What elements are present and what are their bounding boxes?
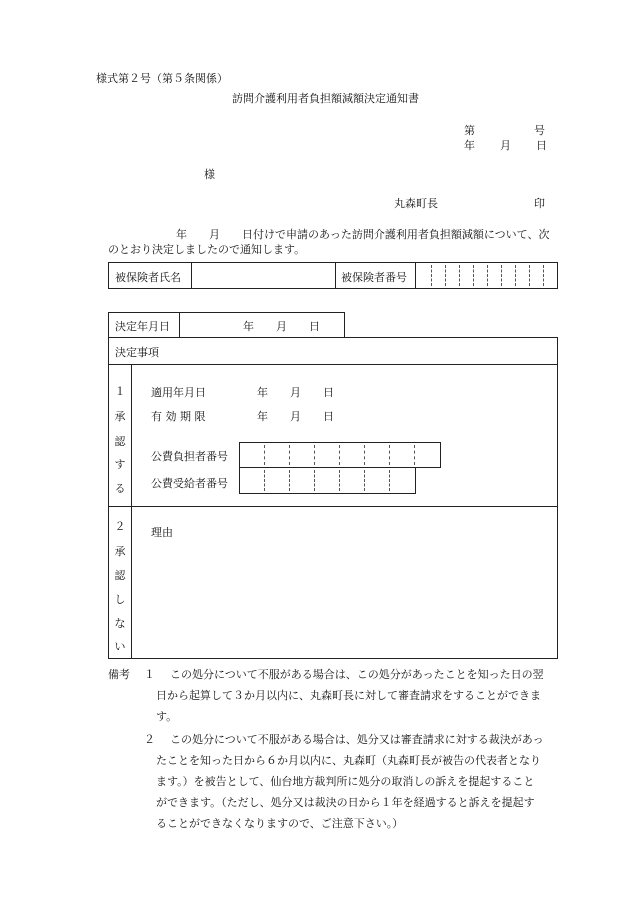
apply-date-value: 年 月 日 [257, 386, 334, 399]
reason-label: 理由 [151, 526, 173, 539]
recipient-number-label: 公費受給者番号 [151, 477, 228, 490]
decision-date-box [108, 312, 345, 338]
deny-char-1: ２ [114, 520, 126, 533]
approve-char-2: 承 [114, 410, 126, 423]
approve-char-4: す [114, 458, 126, 471]
deny-char-2: 承 [114, 545, 126, 558]
decision-date-value: 年 月 日 [243, 320, 320, 333]
form-label: 様式第２号（第５条関係） [96, 72, 228, 85]
insured-number-label: 被保険者番号 [341, 271, 407, 284]
deny-char-4: し [114, 593, 126, 606]
note-2-line-1: この処分について不服がある場合は、処分又は審査請求に対する裁決があっ [170, 733, 544, 746]
approve-char-5: る [114, 482, 126, 495]
decision-date-label: 決定年月日 [115, 320, 170, 333]
note-1-line-3: す。 [156, 710, 178, 723]
note-1-line-2: 日から起算して３か月以内に、丸森町長に対して審査請求をすることができま [156, 689, 541, 702]
addressee-suffix: 様 [204, 168, 215, 181]
note-2-line-3: ます。）を被告として、仙台地方裁判所に処分の取消しの訴えを提起すること [156, 775, 535, 788]
doc-no-prefix: 第 [464, 124, 475, 137]
note-1-line-1: この処分について不服がある場合は、この処分があったことを知った日の翌 [170, 668, 544, 681]
valid-period-label: 有 効 期 限 [151, 410, 206, 423]
intro-line-2: のとおり決定しましたので通知します。 [108, 243, 306, 256]
approve-char-3: 認 [114, 435, 126, 448]
note-2-line-4: ができます。（ただし、処分又は裁決の日から１年を経過すると訴えを提起す [156, 796, 535, 809]
note-1-number: １ [144, 668, 155, 681]
apply-date-label: 適用年月日 [151, 386, 206, 399]
note-2-line-2: たことを知った日から６か月以内に、丸森町（丸森町長が被告の代表者となり [156, 754, 541, 767]
deny-char-5: な [114, 617, 126, 630]
recipient-number-box [239, 467, 416, 494]
deny-char-6: い [114, 640, 126, 653]
note-2-line-5: ることができなくなりますので、ご注意下さい。） [156, 817, 404, 830]
document-title: 訪問介護利用者負担額減額決定通知書 [232, 92, 419, 105]
deny-char-3: 認 [114, 569, 126, 582]
insured-table [108, 262, 558, 289]
note-2-number: ２ [144, 733, 155, 746]
decision-matters-label: 決定事項 [115, 346, 159, 359]
issue-day: 日 [536, 139, 547, 152]
approve-char-1: １ [114, 385, 126, 398]
valid-period-value: 年 月 日 [257, 410, 334, 423]
payer-number-label: 公費負担者番号 [151, 450, 228, 463]
issue-month: 月 [500, 139, 511, 152]
insured-name-label: 被保険者氏名 [115, 271, 181, 284]
issuer-name: 丸森町長 [394, 197, 438, 210]
payer-number-box [239, 442, 441, 468]
intro-line-1: 年 月 日付けで申請のあった訪問介護利用者負担額減額について、次 [176, 228, 550, 241]
doc-no-suffix: 号 [534, 124, 545, 137]
notes-label: 備考 [108, 668, 130, 681]
issue-year: 年 [464, 139, 475, 152]
seal-mark: 印 [534, 197, 545, 210]
decision-table [108, 337, 558, 659]
